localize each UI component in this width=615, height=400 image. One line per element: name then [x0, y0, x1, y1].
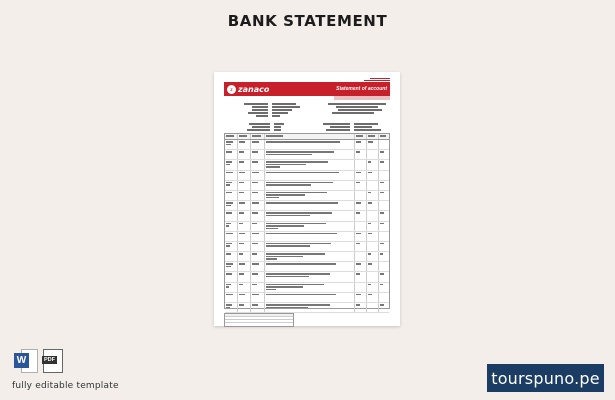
- table-row: [225, 171, 389, 181]
- statement-banner: [224, 82, 390, 96]
- table-row: [225, 191, 389, 201]
- table-row: [225, 150, 389, 160]
- table-row: [225, 211, 389, 221]
- table-row: [225, 232, 389, 242]
- info-values: [272, 102, 312, 118]
- statement-footer-box: [224, 313, 294, 327]
- tagline: fully editable template: [12, 381, 119, 391]
- table-row: [225, 242, 389, 252]
- page-title: BANK STATEMENT: [227, 12, 388, 30]
- pdf-icon: PDF: [43, 349, 63, 373]
- table-row: [225, 272, 389, 282]
- table-row: [225, 222, 389, 232]
- statement-subbar: [334, 96, 390, 100]
- zanaco-logo: [227, 85, 269, 94]
- table-row: [225, 262, 389, 272]
- logo-text: zanaco: [238, 84, 270, 94]
- account-info: [224, 102, 390, 118]
- table-row: [225, 181, 389, 191]
- logo-mark: Z: [227, 85, 236, 94]
- table-row: [225, 140, 389, 150]
- statement-title: Statement of account: [336, 86, 387, 92]
- statement-ref-lines: [364, 78, 390, 81]
- info-values-right: [350, 102, 390, 115]
- table-row: [225, 160, 389, 170]
- format-icons: [14, 349, 63, 373]
- transactions-table: [224, 133, 390, 309]
- info-labels: [228, 102, 268, 118]
- table-row: [225, 293, 389, 303]
- table-row: [225, 303, 389, 313]
- word-icon: W: [14, 349, 38, 373]
- brand-badge[interactable]: tourspuno.pe: [487, 364, 604, 392]
- table-row: [225, 283, 389, 293]
- balance-summary: [224, 122, 390, 132]
- table-row: [225, 201, 389, 211]
- table-row: [225, 252, 389, 262]
- statement-preview: [214, 72, 400, 326]
